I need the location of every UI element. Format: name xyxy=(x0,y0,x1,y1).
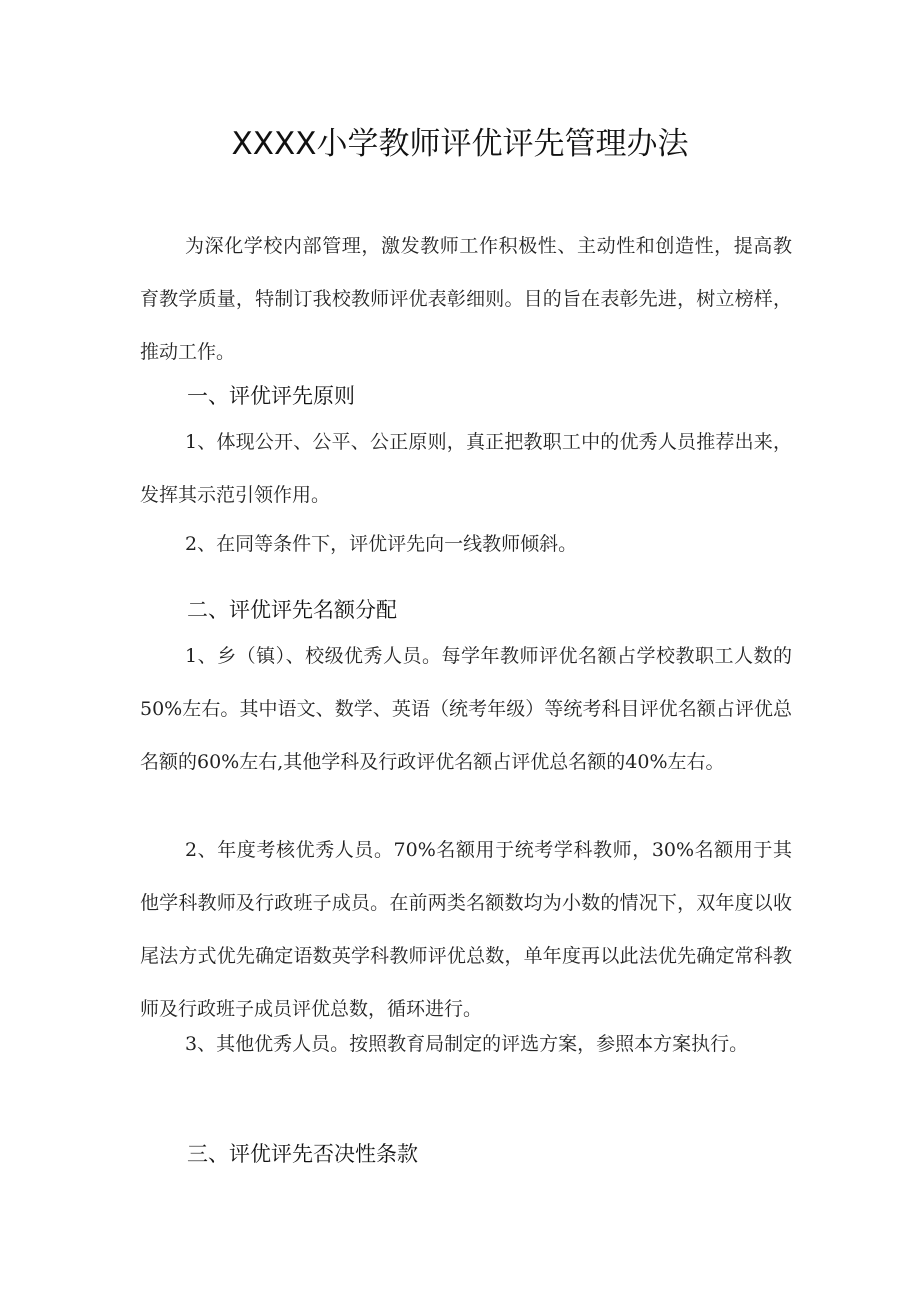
quota-paragraph-1: 1、乡（镇）、校级优秀人员。每学年教师评优名额占学校教职工人数的50%左右。其中语文、数学、英语（统考年级）等统考科目评优名额占评优总名额的60%左右,其他学科及行政评优名额占评优总名额的40%左右。 xyxy=(140,645,792,773)
section-heading-veto: 三、评优评先否决性条款 xyxy=(187,1142,418,1166)
intro-paragraph: 为深化学校内部管理，激发教师工作积极性、主动性和创造性，提高教育教学质量，特制订我校教师评优表彰细则。目的旨在表彰先进，树立榜样，推动工作。 xyxy=(140,235,792,363)
quota-paragraph-3: 3、其他优秀人员。按照教育局制定的评选方案，参照本方案执行。 xyxy=(185,1033,749,1055)
principles-paragraph-1: 1、体现公开、公平、公正原则，真正把教职工中的优秀人员推荐出来，发挥其示范引领作用。 xyxy=(140,431,792,506)
principles-paragraph-2: 2、在同等条件下，评优评先向一线教师倾斜。 xyxy=(185,533,578,555)
section-heading-principles: 一、评优评先原则 xyxy=(187,384,355,408)
quota-paragraph-2: 2、年度考核优秀人员。70%名额用于统考学科教师，30%名额用于其他学科教师及行政班子成员。在前两类名额数均为小数的情况下，双年度以收尾法方式优先确定语数英学科教师评优总数，单年度再以此法优先确定常科教师及行政班子成员评优总数，循环进行。 xyxy=(140,839,792,1020)
section-heading-quota: 二、评优评先名额分配 xyxy=(187,598,397,622)
document-title: XXXX小学教师评优评先管理办法 xyxy=(231,126,689,162)
